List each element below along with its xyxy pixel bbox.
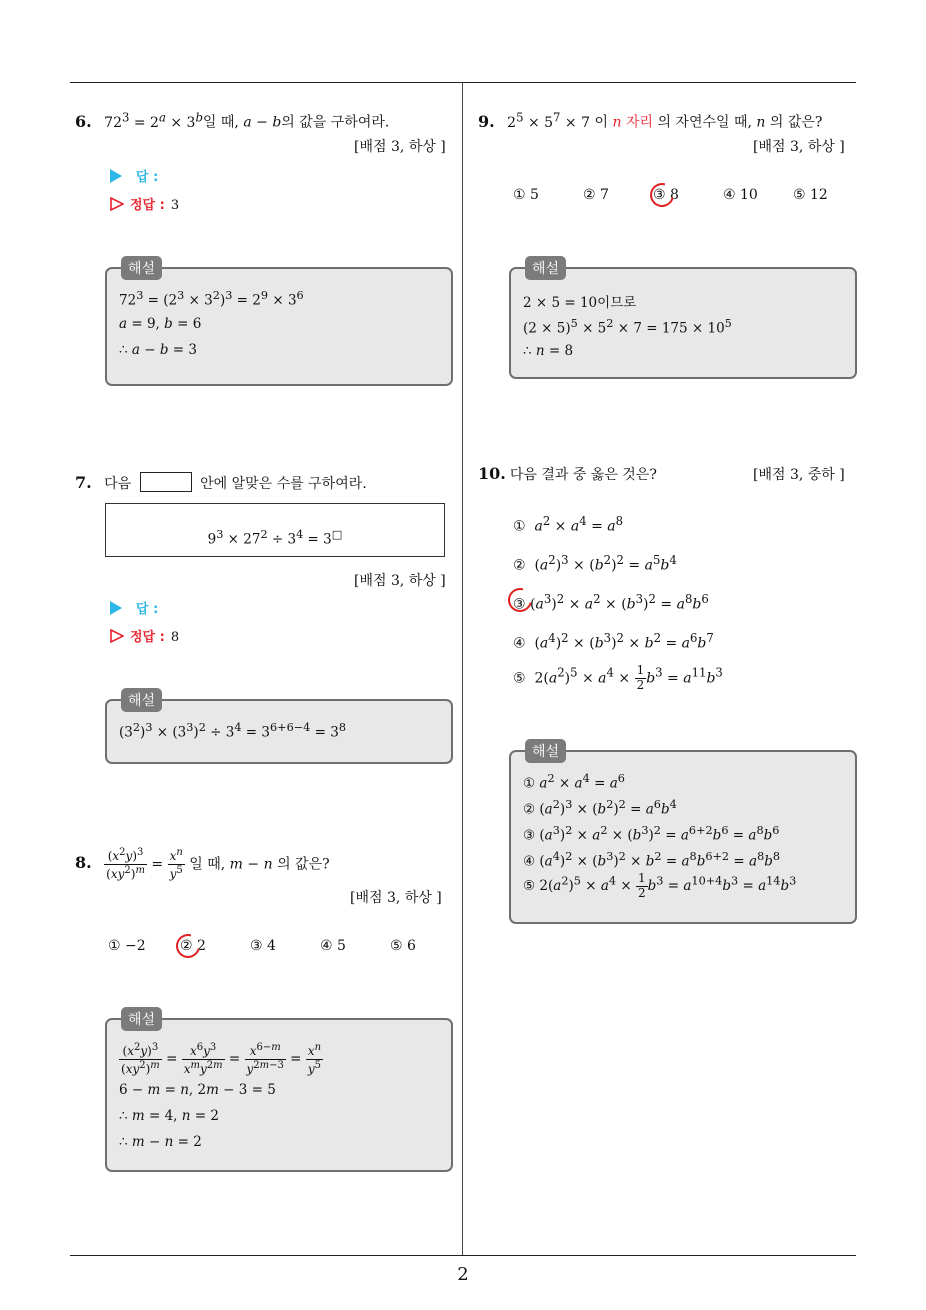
choice-item[interactable]: ② 7 — [583, 187, 609, 203]
solution-line: ④ $(a^4)^2 \times (b^3)^2 \times b^2 = a^8b^{6+2} = a^8b^8$ — [523, 850, 781, 870]
choice-item[interactable]: ⑤ 12 — [793, 187, 828, 203]
correct-answer-row: 정답 : 8 — [110, 626, 179, 647]
score-label: [배점 3, 하상 ] — [753, 139, 845, 155]
solution-box — [509, 261, 857, 379]
answer-row: 답 : — [110, 598, 158, 617]
choice-item[interactable]: ④ $(a^4)^2 \times (b^3)^2 \times b^2 = a^6b^7$ — [513, 631, 714, 652]
problem-number: 7. — [75, 473, 92, 492]
solution-box — [105, 1012, 453, 1172]
solution-tag: 해설 — [121, 688, 162, 712]
choice-item[interactable]: ③ $(a^3)^2 \times a^2 \times (b^3)^2 = a^8b^6$ — [513, 592, 709, 613]
solution-line: ∴ m − n = 2 — [119, 1134, 202, 1150]
solution-line: 2 × 5 = 10이므로 — [523, 295, 637, 311]
problem-6-question: 6. $72^3 = 2^a \times 3^b$일 때, a − b의 값을 구하여라. — [75, 110, 390, 131]
solution-line: 6 − m = n, 2m − 3 = 5 — [119, 1082, 276, 1098]
fraction: $\frac{x^n}{y^5}$ — [169, 847, 183, 881]
answer-row: 답 : — [110, 166, 158, 185]
top-rule — [70, 82, 856, 83]
problem-number: 6. — [75, 111, 92, 131]
solution-box — [509, 744, 857, 924]
triangle-outline-icon — [110, 197, 124, 215]
problem-9-question: 9. $2^5 \times 5^7 \times 7$ 이 n 자리 의 자연수일 때, n 의 값은? — [478, 110, 823, 131]
solution-line: ① $a^2 \times a^4 = a^6$ — [523, 772, 625, 792]
solution-line: $\frac{(x^2y)^3}{(xy^2)^m}$ = $\frac{x^6y^3}{x^my^{2m}}$ = $\frac{x^{6-m}}{y^{2m-3}}$ = $\frac{x^n}{y^5}$ — [121, 1042, 322, 1076]
problem-number: 8. — [75, 853, 92, 873]
solution-line: $(3^2)^3 \times (3^3)^2 \div 3^4 = 3^{6+6-4} = 3^8$ — [119, 721, 346, 741]
choice-item[interactable]: ⑤ $2(a^2)^5 \times a^4$ × $\frac{1}{2}$ $b^3 = a^{11}b^3$ — [513, 663, 723, 692]
expression-box — [105, 503, 445, 557]
problem-number: 10. — [478, 464, 506, 483]
choice-item[interactable]: ① 5 — [513, 187, 539, 203]
problem-number: 9. — [478, 111, 495, 131]
blank-box — [140, 472, 192, 492]
triangle-outline-icon — [110, 629, 124, 647]
score-label: [배점 3, 하상 ] — [354, 139, 446, 155]
choice-item[interactable]: ① $a^2 \times a^4 = a^8$ — [513, 514, 624, 535]
solution-tag: 해설 — [121, 256, 162, 280]
solution-line: ② $(a^2)^3 \times (b^2)^2 = a^6b^4$ — [523, 798, 677, 818]
choice-item[interactable]: ③ 8 — [653, 187, 679, 203]
score-label: [배점 3, 하상 ] — [354, 573, 446, 589]
solution-tag: 해설 — [525, 739, 566, 763]
score-label: [배점 3, 중하 ] — [753, 467, 845, 483]
solution-box — [105, 693, 453, 764]
choice-item[interactable]: ② $(a^2)^3 \times (b^2)^2 = a^5b^4$ — [513, 553, 677, 574]
solution-tag: 해설 — [121, 1007, 162, 1031]
choice-item[interactable]: ② 2 — [180, 938, 206, 954]
solution-line: ∴ m = 4, n = 2 — [119, 1108, 219, 1124]
score-label: [배점 3, 하상 ] — [350, 890, 442, 906]
math-expression: m − n — [229, 856, 273, 873]
solution-line: ∴ a − b = 3 — [119, 342, 197, 358]
bottom-rule — [70, 1255, 856, 1256]
choice-item[interactable]: ③ 4 — [250, 938, 276, 954]
math-expression: a − b — [243, 114, 282, 131]
problem-7-question: 7. 다음 안에 알맞은 수를 구하여라. — [75, 473, 367, 492]
solution-line: ⑤ $2(a^2)^5 \times a^4$ × $\frac{1}{2}$ $b^3 = a^{10+4}b^3 = a^{14}b^3$ — [523, 871, 797, 900]
column-divider — [462, 83, 463, 1255]
solution-tag: 해설 — [525, 256, 566, 280]
solution-line: ③ $(a^3)^2 \times a^2 \times (b^3)^2 = a^{6+2}b^6 = a^8b^6$ — [523, 824, 780, 844]
answer-mark-circle — [646, 179, 679, 212]
math-expression: $2^5 \times 5^7 \times 7$ — [507, 110, 591, 131]
correct-answer-row: 정답 : 3 — [110, 194, 179, 215]
page-number: 2 — [457, 1264, 469, 1285]
math-expression: $72^3 = 2^a \times 3^b$ — [104, 110, 203, 131]
solution-line: $72^3 = (2^3 \times 3^2)^3 = 2^9 \times 3^6$ — [119, 289, 304, 309]
solution-line: ∴ n = 8 — [523, 343, 574, 359]
math-expression: $9^3 \times 27^2 \div 3^4 = 3^□$ — [207, 528, 343, 548]
fraction: $\frac{(x^2y)^3}{(xy^2)^m}$ — [106, 847, 145, 881]
solution-line: a = 9, b = 6 — [119, 316, 202, 332]
choice-item[interactable]: ④ 10 — [723, 187, 758, 203]
problem-10-question: 10. 다음 결과 중 옳은 것은? — [478, 464, 657, 483]
play-icon — [110, 601, 122, 615]
choice-item[interactable]: ⑤ 6 — [390, 938, 416, 954]
solution-box — [105, 261, 453, 386]
solution-line: $(2 \times 5)^5 \times 5^2 \times 7 = 175 \times 10^5$ — [523, 317, 732, 337]
answer-mark-circle — [172, 930, 205, 963]
choice-item[interactable]: ① −2 — [108, 938, 146, 954]
play-icon — [110, 169, 122, 183]
choice-item[interactable]: ④ 5 — [320, 938, 346, 954]
problem-8-question: 8. $\frac{(x^2y)^3}{(xy^2)^m}$ = $\frac{x^n}{y^5}$ 일 때, m − n 의 값은? — [75, 847, 330, 881]
